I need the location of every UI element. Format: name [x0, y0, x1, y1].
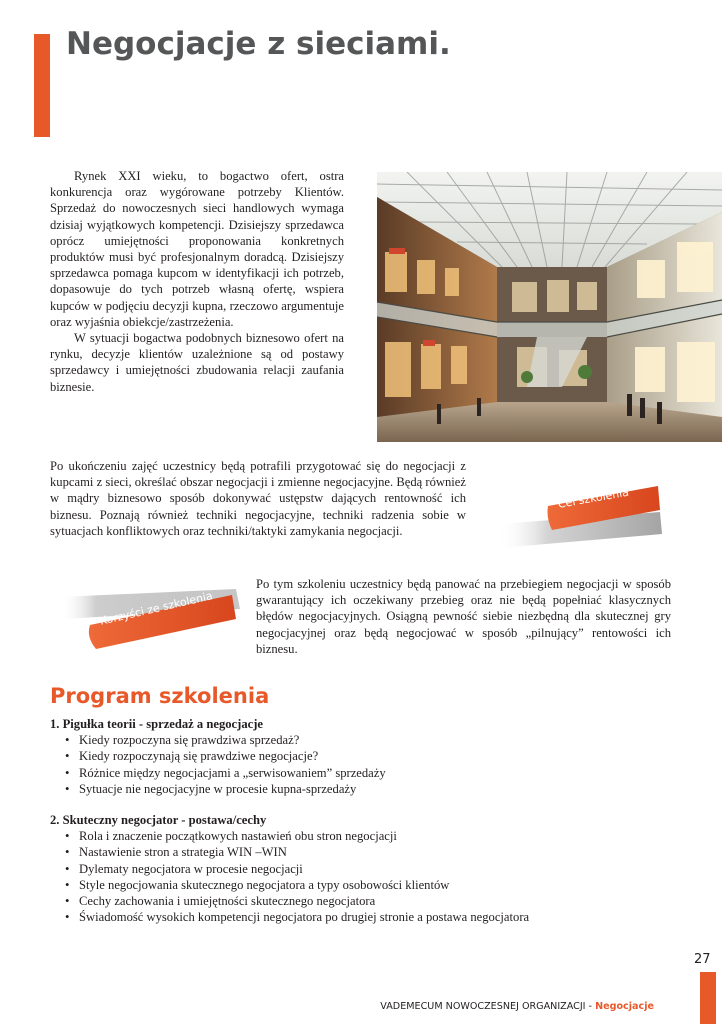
list-item: • Cechy zachowania i umiejętności skutecznego negocjatora [50, 893, 670, 909]
ribbon-graphic [56, 575, 242, 659]
page-title: Negocjacje z sieciami. [66, 26, 451, 62]
cel-szkolenia-label: Cel szkolenia [556, 485, 630, 511]
footer [380, 1001, 654, 1012]
list-item: • Świadomość wysokich kompetencji negocjatora po drugiej stronie a postawa negocjatora [50, 909, 670, 925]
intro-paragraph-2: W sytuacji bogactwa podobnych biznesowo ofert na rynku, decyzje klientów uzależnione są od postawy sprzedawcy i umiejętności zbudowania relacji zaufania biznesie. [50, 331, 344, 394]
list-item: • Rola i znaczenie początkowych nastawień obu stron negocjacji [50, 828, 670, 844]
list-item: • Kiedy rozpoczyna się prawdziwa sprzedaż? [50, 732, 670, 748]
module-items [50, 828, 670, 925]
title-accent-bar [34, 34, 50, 137]
korzysci-ribbon [56, 575, 242, 659]
list-item: • Nastawienie stron a strategia WIN –WIN [50, 844, 670, 860]
cel-szkolenia-ribbon [490, 472, 666, 552]
cel-szkolenia-text: Po ukończeniu zajęć uczestnicy będą potrafili przygotować się do negocjacji z kupcami z sieci, określać obszar negocjacji i zmienne negocjacyjne. Będą również w mądry biznesowo sposób dokonywać ustępstw dających rentowność ich biznesu. Poznają również techniki negocjacyjne, techniki radzenia sobie w sytuacjach konfliktowych oraz techniki/taktyki zamykania negocjacji. [50, 459, 466, 538]
program-list [50, 716, 670, 940]
footer-publication: VADEMECUM NOWOCZESNEJ ORGANIZACJI - [380, 1001, 596, 1012]
program-module [50, 812, 670, 925]
intro-paragraph-1: Rynek XXI wieku, to bogactwo ofert, ostra konkurencja oraz wygórowane potrzeby Klientów. Sprzedaż do nowoczesnych sieci handlowych wymaga dzisiaj wyjątkowych kompetencji. Dzisiejszy sprzedawca oprócz umiejętności proponowania konkretnych produktów musi być profesjonalnym doradcą. Dzisiejszy sprzedawca pomaga kupcom w identyfikacji ich potrzeb, dopasowuje do tych potrzeb własną ofertę, wspiera kupców w podjęciu decyzji kupna, rzeczowo argumentuje oraz wyjaśnia obiekcje/zastrzeżenia. [50, 169, 344, 329]
list-item: • Kiedy rozpoczynają się prawdziwe negocjacje? [50, 748, 670, 764]
page-number: 27 [694, 952, 711, 967]
list-item: • Różnice między negocjacjami a „serwisowaniem” sprzedaży [50, 765, 670, 781]
list-item: • Dylematy negocjatora w procesie negocjacji [50, 861, 670, 877]
list-item: • Sytuacje nie negocjacyjne w procesie kupna-sprzedaży [50, 781, 670, 797]
intro-text [50, 168, 344, 395]
footer-topic: Negocjacje [595, 1001, 654, 1012]
ribbon-graphic [490, 472, 666, 552]
module-title: 1. Pigułka teorii - sprzedaż a negocjacje [50, 717, 263, 731]
list-item: • Style negocjowania skutecznego negocjatora a typy osobowości klientów [50, 877, 670, 893]
module-title: 2. Skuteczny negocjator - postawa/cechy [50, 813, 267, 828]
shopping-mall-illustration [377, 172, 722, 442]
shopping-mall-photo [377, 172, 722, 442]
program-heading: Program szkolenia [50, 684, 270, 708]
page-accent-bar [700, 972, 716, 1024]
module-items [50, 732, 670, 797]
korzysci-label: Korzyści ze szkolenia [98, 589, 214, 628]
program-module [50, 716, 670, 797]
korzysci-text: Po tym szkoleniu uczestnicy będą panować na przebiegiem negocjacji w sposób gwarantujący ich oczekiwany przebieg oraz nie będą popełniać klasycznych błędów negocjacyjnych. Osiągną pewność siebie niezbędną dla skutecznej gry negocjacyjnej oraz będą negocjować w sposób „pilnujący” rentowości ich biznesu. [256, 577, 671, 656]
